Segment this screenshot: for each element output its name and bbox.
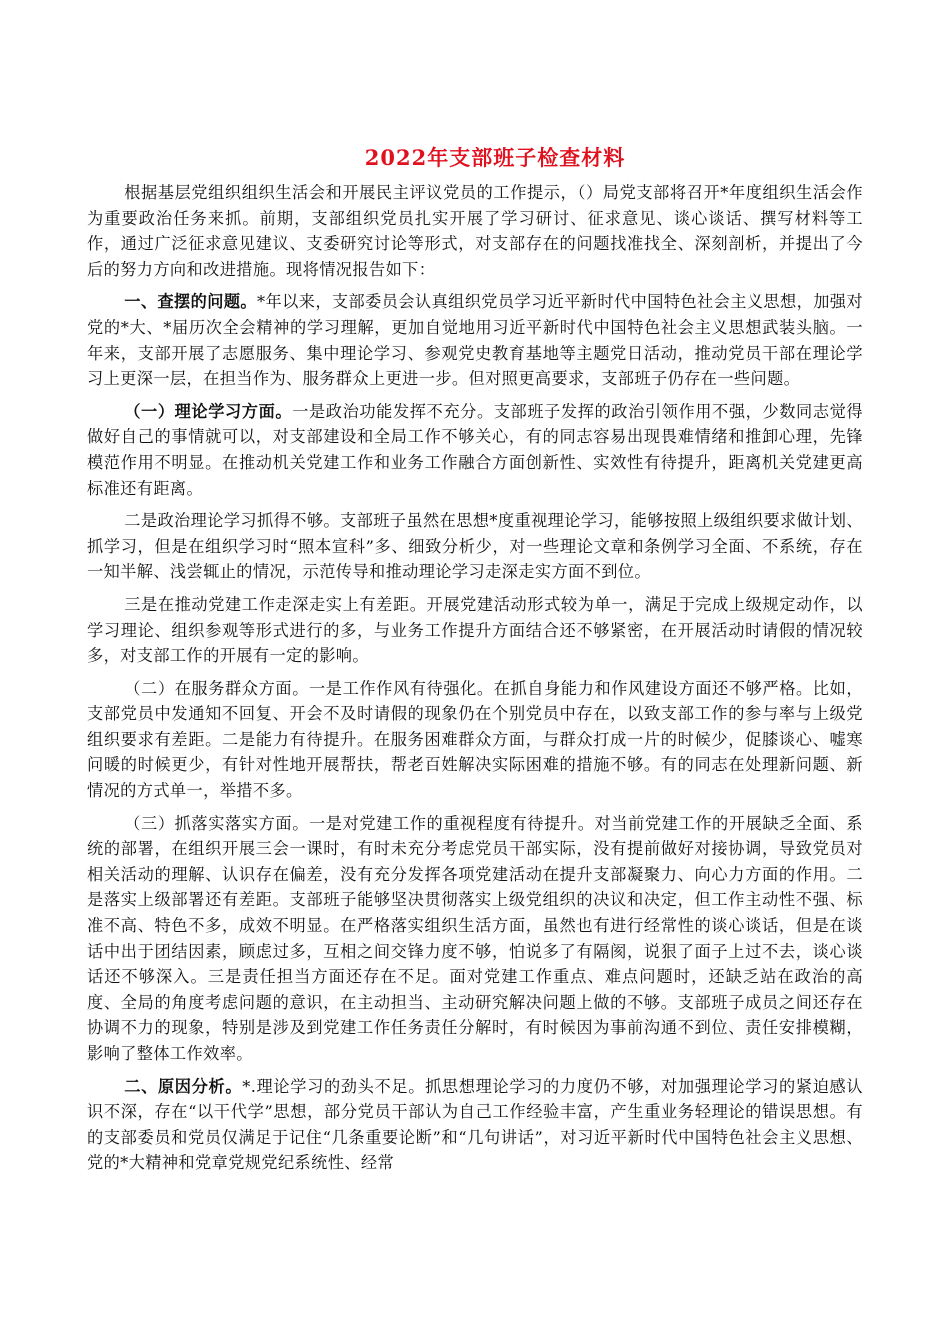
theory-study-point-two — [87, 508, 863, 585]
cause-analysis-paragraph — [87, 1074, 863, 1176]
document-page — [87, 140, 863, 1183]
section-heading: 二、原因分析。 — [124, 1076, 243, 1096]
paragraph-text: 二是政治理论学习抓得不够。支部班子虽然在思想*度重视理论学习，能够按照上级组织要求做计划、抓学习，但是在组织学习时“照本宣科”多、细致分析少，对一些理论文章和条例学习全面、不系统，存在一知半解、浅尝辄止的情况，示范传导和推动理论学习走深走实方面不到位。 — [87, 511, 863, 582]
section-heading: 一、查摆的问题。 — [124, 292, 258, 312]
paragraph-text: （二）在服务群众方面。一是工作作风有待强化。在抓自身能力和作风建设方面还不够严格。比如，支部党员中发通知不回复、开会不及时请假的现象仍在个别党员中存在，以致支部工作的参与率与上级党组织要求有差距。二是能力有待提升。在服务困难群众方面，与群众打成一片的时候少，促膝谈心、嘘寒问暖的时候更少，有针对性地开展帮扶，帮老百姓解决实际困难的措施不够。有的同志在处理新问题、新情况的方式单一，举措不多。 — [87, 678, 863, 801]
paragraph-text: *.理论学习的劲头不足。抓思想理论学习的力度仍不够，对加强理论学习的紧迫感认识不深，存在“以干代学”思想，部分党员干部认为自己工作经验丰富，产生重业务轻理论的错误思想。有的支部委员和党员仅满足于记住“几条重要论断”和“几句讲话”，对习近平新时代中国特色社会主义思想、党的*大精神和党章党规党纪系统性、经常 — [87, 1076, 863, 1173]
problems-paragraph — [87, 289, 863, 391]
paragraph-text: 根据基层党组织组织生活会和开展民主评议党员的工作提示，（）局党支部将召开*年度组织生活会作为重要政治任务来抓。前期，支部组织党员扎实开展了学习研讨、征求意见、谈心谈话、撰写材料等工作，通过广泛征求意见建议、支委研究讨论等形式，对支部存在的问题找准找全、深刻剖析，并提出了今后的努力方向和改进措施。现将情况报告如下： — [87, 183, 863, 279]
theory-study-paragraph — [87, 399, 863, 501]
document-title: 2022年支部班子检查材料 — [364, 145, 626, 170]
service-masses-paragraph — [87, 676, 863, 804]
paragraph-text: 三是在推动党建工作走深走实上有差距。开展党建活动形式较为单一，满足于完成上级规定动作，以学习理论、组织参观等形式进行的多，与业务工作提升方面结合还不够紧密，在开展活动时请假的情况较多，对支部工作的开展有一定的影响。 — [87, 594, 863, 666]
paragraph-text: 一是政治功能发挥不充分。支部班子发挥的政治引领作用不强，少数同志觉得做好自己的事情就可以，对支部建设和全局工作不够关心，有的同志容易出现畏难情绪和推卸心理，先锋模范作用不明显。在推动机关党建工作和业务工作融合方面创新性、实效性有待提升，距离机关党建更高标准还有距离。 — [87, 401, 863, 498]
subsection-heading: （一）理论学习方面。 — [124, 401, 293, 421]
implementation-paragraph — [87, 811, 863, 1067]
theory-study-point-three — [87, 592, 863, 669]
paragraph-text: *年以来，支部委员会认真组织党员学习近平新时代中国特色社会主义思想，加强对党的*大、*届历次全会精神的学习理解，更加自觉地用习近平新时代中国特色社会主义思想武装头脑。一年来，支部开展了志愿服务、集中理论学习、参观党史教育基地等主题党日活动，推动党员干部在理论学习上更深一层，在担当作为、服务群众上更进一步。但对照更高要求，支部班子仍存在一些问题。 — [87, 292, 863, 389]
paragraph-text: （三）抓落实落实方面。一是对党建工作的重视程度有待提升。对当前党建工作的开展缺乏全面、系统的部署，在组织开展三会一课时，有时未充分考虑党员干部实际，没有提前做好对接协调，导致党员对相关活动的理解、认识存在偏差，没有充分发挥各项党建活动在提升支部凝聚力、向心力方面的作用。二是落实上级部署还有差距。支部班子能够坚决贯彻落实上级党组织的决议和决定，但工作主动性不强、标准不高、特色不多，成效不明显。在严格落实组织生活方面，虽然也有进行经常性的谈心谈话，但是在谈话中出于团结因素，顾虑过多，互相之间交锋力度不够，怕说多了有隔阂，说狠了面子上过不去，谈心谈话还不够深入。三是责任担当方面还存在不足。面对党建工作重点、难点问题时，还缺乏站在政治的高度、全局的角度考虑问题的意识，在主动担当、主动研究解决问题上做的不够。支部班子成员之间还存在协调不力的现象，特别是涉及到党建工作任务责任分解时，有时候因为事前沟通不到位、责任安排模糊，影响了整体工作效率。 — [87, 813, 863, 1063]
intro-paragraph — [87, 180, 863, 282]
